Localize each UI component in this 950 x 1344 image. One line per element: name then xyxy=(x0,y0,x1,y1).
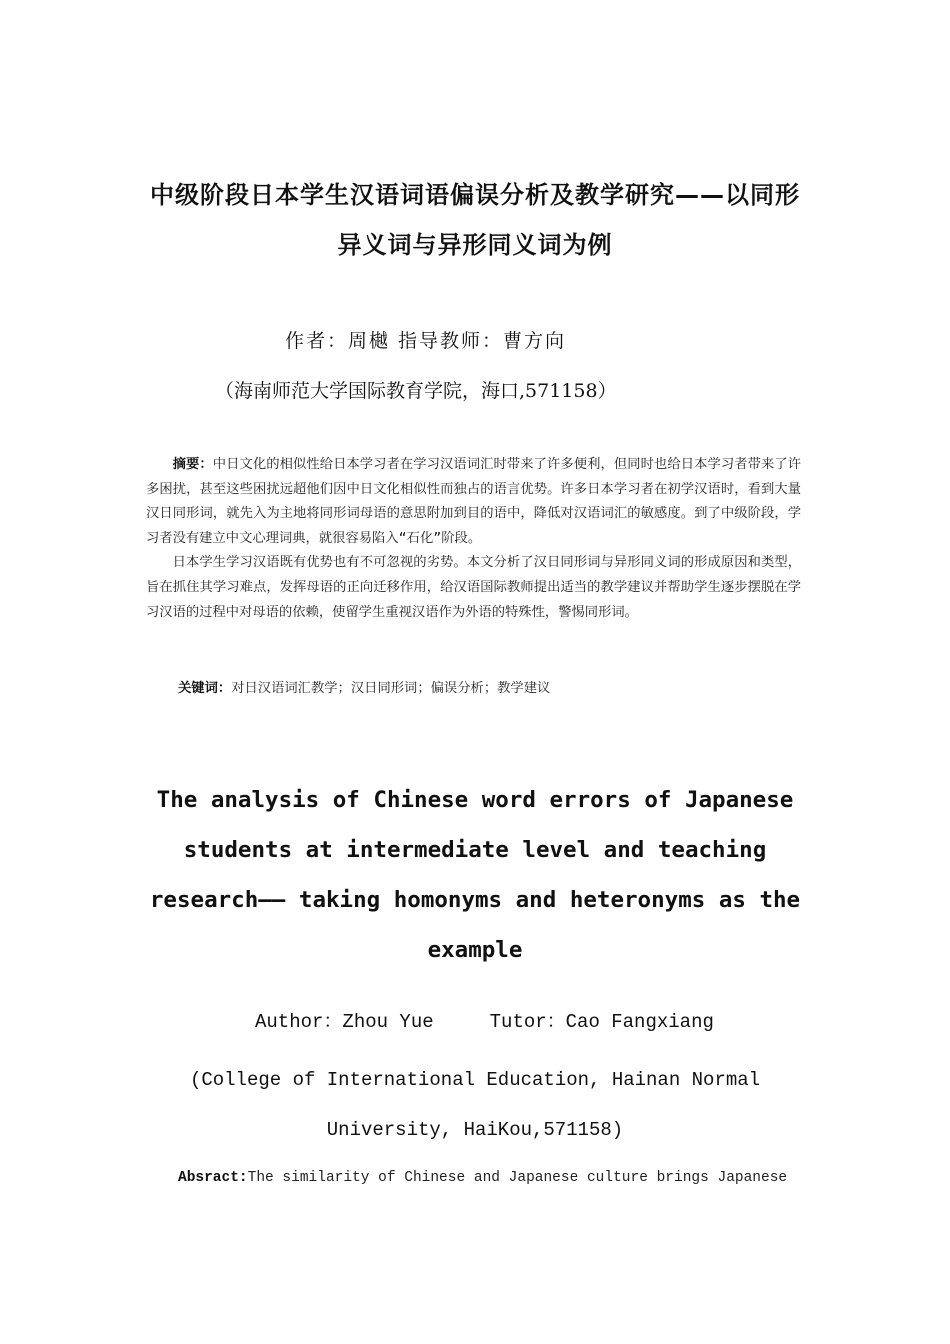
english-author-line xyxy=(255,1006,855,1033)
chinese-abstract-paragraph-1 xyxy=(146,453,801,551)
chinese-author-line: 作者：周樾 指导教师：曹方向 xyxy=(285,330,567,352)
english-abstract-text: The similarity of Chinese and Japanese culture brings Japanese xyxy=(247,1170,788,1186)
english-author: Author：Zhou Yue xyxy=(255,1011,434,1033)
chinese-affiliation: （海南师范大学国际教育学院，海口,571158） xyxy=(215,380,617,402)
chinese-keywords-text: 对日汉语词汇教学；汉日同形词；偏误分析；教学建议 xyxy=(231,681,551,696)
chinese-abstract xyxy=(146,453,801,625)
chinese-title: 中级阶段日本学生汉语词语偏误分析及教学研究——以同形异义词与异形同义词为例 xyxy=(150,181,800,259)
chinese-abstract-text-1: 中日文化的相似性给日本学习者在学习汉语词汇时带来了许多便利，但同时也给日本学习者带来了许多困扰，甚至这些困扰远超他们因中日文化相似性而独占的语言优势。许多日本学习者在初学汉语时，看到大量汉日同形词，就先入为主地将同形词母语的意思附加到目的语中，降低对汉语词汇的敏感度。到了中级阶段，学习者没有建立中文心理词典，就很容易陷入“石化”阶段。 xyxy=(146,457,802,546)
chinese-abstract-paragraph-2: 日本学生学习汉语既有优势也有不可忽视的劣势。本文分析了汉日同形词与异形同义词的形成原因和类型，旨在抓住其学习难点，发挥母语的正向迁移作用，给汉语国际教师提出适当的教学建议并帮助学生逐步摆脱在学习汉语的过程中对母语的依赖，使留学生重视汉语作为外语的特殊性，警惕同形词。 xyxy=(146,555,801,620)
english-title: The analysis of Chinese word errors of Japanese students at intermediate level and teaching research—— taking homonyms and heteronyms as the example xyxy=(149,787,801,963)
english-tutor: Tutor：Cao Fangxiang xyxy=(489,1011,714,1033)
chinese-keywords xyxy=(178,677,798,696)
english-affiliation: (College of International Education, Hainan Normal University, HaiKou,571158) xyxy=(189,1069,761,1141)
chinese-keywords-label: 关键词： xyxy=(178,681,232,696)
english-abstract xyxy=(178,1170,818,1186)
chinese-abstract-label: 摘要： xyxy=(172,457,213,472)
english-abstract-label: Absract: xyxy=(178,1170,248,1186)
